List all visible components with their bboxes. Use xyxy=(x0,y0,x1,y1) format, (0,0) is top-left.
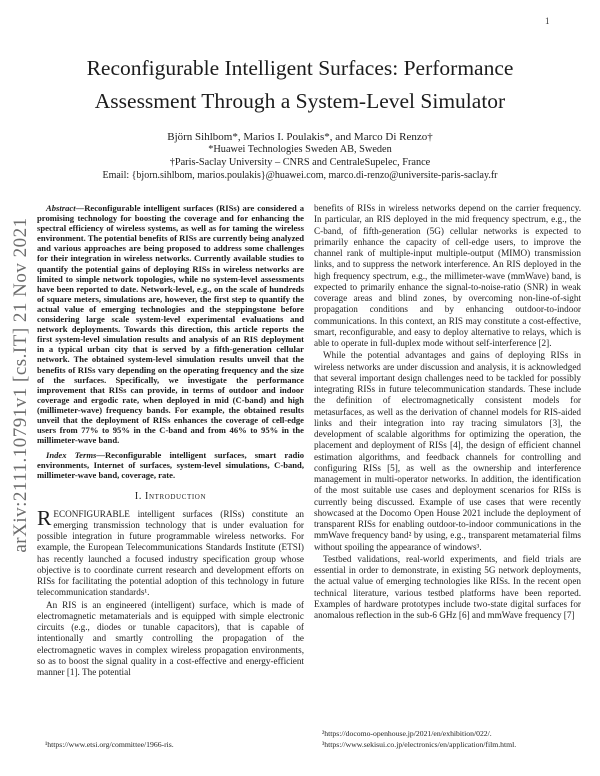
authors-line: Björn Sihlbom*, Marios I. Poulakis*, and Marco Di Renzo† xyxy=(167,131,433,143)
two-column-body xyxy=(37,203,581,750)
intro-paragraph-5: Testbed validations, real-world experiments, and field trials are essential in order to demonstrate, in existing 5G network deployments, the actual value of emerging technologies like RISs. In the recent open technical literature, various testbed platforms have been reported. Examples of hardware prototypes include two-state digital surfaces for anomalous reflection in the sub-6 GHz [6] and mmWave frequency [7] xyxy=(314,553,581,620)
intro-paragraph-1-text: ECONFIGURABLE intelligent surfaces (RISs) constitute an emerging transmission technology that is under evaluation for possible integration in future programmable wireless networks. For example, the European Telecommunications Standards Institute (ETSI) has recently launched a focused industry specification group whose objective is to coordinate current research and development efforts on RISs for facilitating the potential adoption of this technology in future telecommunication standards¹. xyxy=(37,508,304,598)
left-column xyxy=(37,203,304,750)
paper-header xyxy=(0,52,600,182)
affiliation-huawei: *Huawei Technologies Sweden AB, Sweden xyxy=(208,144,392,155)
footnote-1: ¹https://www.etsi.org/committee/1966-ris. xyxy=(45,739,174,749)
paper-title xyxy=(0,52,600,118)
footnote-2: ²https://docomo-openhouse.jp/2021/en/exhibition/022/. xyxy=(322,729,492,738)
right-column xyxy=(314,203,581,750)
section-heading-introduction: I. Introduction xyxy=(134,490,207,502)
left-footnotes xyxy=(37,740,304,751)
drop-cap: R xyxy=(37,505,52,530)
intro-paragraph-3: benefits of RISs in wireless networks depend on the carrier frequency. In particular, an RIS deployed in the mid frequency spectrum, e.g., the C-band, of fifth-generation (5G) cellular networks is expected to primarily enhance the capacity of cell-edge users, to improve the channel rank of multiple-input multiple-output (MIMO) transmission links, and to suppress the network interference. An RIS deployed in the high frequency spectrum, e.g., the millimeter-wave (mmWave) band, is expected to primarily enhance the signal-to-noise-ratio (SNR) in weak coverage areas and blind zones, by overcoming non-line-of-sight propagation conditions and by enhancing outdoor-to-indoor communications. In this context, an RIS may constitute a cost-effective, smart, reconfigurable, and easy to deploy alternative to relays, which is able to operate in full-duplex mode without self-interference [2]. xyxy=(314,203,581,348)
footnote-3: ³https://www.sekisui.co.jp/electronics/en/application/film.html. xyxy=(322,739,517,749)
index-terms-paragraph xyxy=(37,450,304,480)
index-terms-text: Reconfigurable intelligent surfaces, smart radio environments, Internet of surfaces, system-level simulations, C-band, millimeter-wave band, coverage, rate. xyxy=(37,450,304,481)
abstract-paragraph xyxy=(37,203,304,445)
abstract-text: Reconfigurable intelligent surfaces (RISs) are considered a promising technology for boosting the coverage and for enhancing the spectral efficiency of wireless systems, as well as for taming the wireless environment. The potential benefits of RISs are currently being analyzed and various approaches are being proposed to address some challenges for their integration in wireless networks. Currently available studies to quantify the potential gains of deploying RISs in wireless networks are limited to simple network topologies, while no system-level assessments have been reported to date. Network-level, e.g., on the scale of hundreds of square meters, simulations are, however, the first step to quantify the actual value of emerging technologies and the steppingstone before considering large scale system-level experimental evaluations and network deployments. Towards this direction, this article reports the first system-level simulation results and analysis of an RIS deployment in a typical urban city that is served by a fifth-generation cellular network. The obtained system-level simulation results unveil that the benefits of RISs vary depending on the operating frequency and the size of the surfaces. Specifically, we investigate the performance improvement that RISs can provide, in terms of outdoor and indoor coverage and ergodic rate, when deployed in mid (C-band) and high (millimeter-wave) frequency bands. For example, the obtained results unveil that the deployment of RISs enhances the coverage of cell-edge users from 77% to 95% in the C-band and from 46% to 95% in the millimeter-wave band. xyxy=(37,203,304,446)
affiliation-paris-saclay: †Paris-Saclay University – CNRS and CentraleSupelec, France xyxy=(169,156,431,168)
index-terms-label: Index Terms— xyxy=(46,450,105,461)
paper-title-line-1: Reconfigurable Intelligent Surfaces: Performance xyxy=(86,56,514,80)
paper-title-line-2: Assessment Through a System-Level Simulator xyxy=(94,89,506,113)
intro-paragraph-1 xyxy=(37,505,304,599)
abstract-label: Abstract— xyxy=(46,203,85,213)
page-number: 1 xyxy=(545,16,550,26)
right-footnotes xyxy=(314,729,581,750)
intro-paragraph-2: An RIS is an engineered (intelligent) surface, which is made of electromagnetic metamaterials and is equipped with simple electronic circuits (e.g., diodes or tunable capacitors), that is capable of intentionally and smartly controlling the propagation of the electromagnetic waves in complex wireless propagation environments, so as to boost the signal quality in a cost-effective and energy-efficient manner [1]. The potential xyxy=(37,599,304,678)
email-line: Email: {bjorn.sihlbom, marios.poulakis}@huawei.com, marco.di-renzo@universite-paris-saclay.fr xyxy=(102,170,498,181)
intro-paragraph-4: While the potential advantages and gains of deploying RISs in wireless networks are under discussion and analysis, it is acknowledged that several important design challenges need to be tackled for possibly integrating RISs in future telecommunication standards. These include the definition of electromagnetically consistent models for metasurfaces, as well as the derivation of channel models for RIS-aided links and their integration into ray tracing simulators [3], the development of scalable algorithms for optimizing the operation, the placement and deployment of RISs [4], the design of efficient channel estimation algorithms, and feedback channels for controlling and configuring RISs [5], as well as the ownership and interference management in multi-operator networks. In addition, the identification of the most suitable use cases and deployment scenarios for RISs is currently being discussed. Example of use cases that were recently showcased at the Docomo Open House 2021 include the deployment of transparent RISs for enabling outdoor-to-indoor communications in the mmWave frequency band² by using, e.g., transparent metamaterial films without spoiling the appearance of windows³. xyxy=(314,350,581,552)
arxiv-watermark: arXiv:2111.10791v1 [cs.IT] 21 Nov 2021 xyxy=(10,217,31,553)
